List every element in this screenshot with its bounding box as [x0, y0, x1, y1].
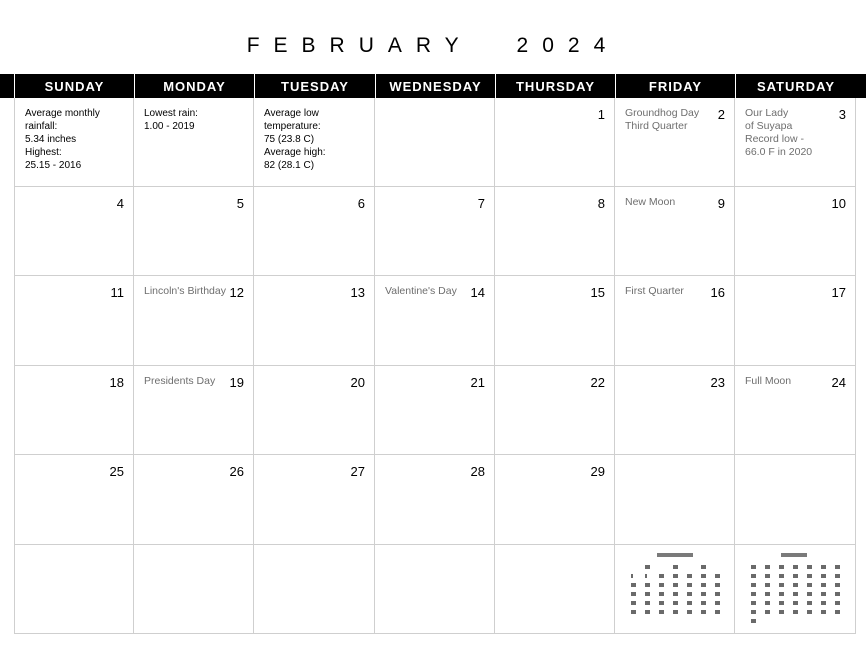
- mini-calendar-day: [765, 610, 770, 614]
- mini-calendar-day: [715, 601, 720, 605]
- mini-calendar-day: [687, 574, 692, 578]
- mini-calendar-day: [751, 601, 756, 605]
- mini-calendar-day: [793, 565, 798, 569]
- title-year: 2024: [516, 34, 620, 57]
- mini-calendar-day: [659, 592, 664, 596]
- mini-calendar-day: [687, 583, 692, 587]
- mini-calendar-day: [645, 610, 650, 614]
- day-number: 26: [229, 464, 244, 479]
- day-number: 2: [717, 107, 725, 122]
- day-number: 10: [831, 196, 846, 211]
- day-cell[interactable]: [375, 187, 495, 276]
- day-cell[interactable]: [134, 545, 254, 634]
- day-number: 27: [350, 464, 365, 479]
- mini-calendar-day: [701, 601, 706, 605]
- day-event: Full Moon: [745, 375, 792, 387]
- day-cell[interactable]: [254, 98, 375, 187]
- mini-calendar-day: [631, 610, 636, 614]
- mini-calendar-day: [673, 601, 678, 605]
- mini-calendar-day: [835, 565, 840, 569]
- day-cell[interactable]: [254, 276, 375, 366]
- mini-calendar-day: [793, 610, 798, 614]
- mini-calendar-day: [751, 592, 756, 596]
- mini-calendar-day: [701, 574, 706, 578]
- mini-calendar-day: [779, 610, 784, 614]
- mini-calendar-day: [779, 583, 784, 587]
- day-cell[interactable]: [735, 366, 856, 455]
- day-number: 12: [229, 285, 244, 300]
- day-number: 25: [109, 464, 124, 479]
- day-number: 18: [109, 375, 124, 390]
- mini-calendar-day: [765, 565, 770, 569]
- mini-calendar-day: [645, 574, 647, 578]
- mini-calendar-day: [779, 592, 784, 596]
- day-cell[interactable]: [134, 98, 254, 187]
- mini-calendar-day: [835, 601, 840, 605]
- day-number: 13: [350, 285, 365, 300]
- mini-calendar-day: [645, 565, 650, 569]
- mini-calendar-day: [687, 592, 692, 596]
- day-cell[interactable]: [254, 366, 375, 455]
- mini-calendar-day: [821, 610, 826, 614]
- day-number: 20: [350, 375, 365, 390]
- mini-calendar-day: [821, 592, 826, 596]
- day-event: Groundhog Day Third Quarter: [625, 107, 700, 132]
- mini-calendar-day: [835, 592, 840, 596]
- day-cell[interactable]: [495, 366, 615, 455]
- day-cell[interactable]: [615, 98, 735, 187]
- mini-calendar-day: [835, 583, 840, 587]
- mini-calendar-day: [779, 574, 784, 578]
- mini-calendar-day: [687, 601, 692, 605]
- day-number: 3: [838, 107, 846, 122]
- day-cell[interactable]: [134, 187, 254, 276]
- day-cell[interactable]: [495, 98, 615, 187]
- day-cell[interactable]: [254, 455, 375, 545]
- mini-calendar-day: [751, 583, 756, 587]
- mini-calendar-day: [645, 583, 650, 587]
- mini-calendar-day: [779, 565, 784, 569]
- day-number: 11: [110, 285, 124, 300]
- day-number: 21: [470, 375, 485, 390]
- mini-calendar-day: [793, 592, 798, 596]
- day-cell[interactable]: [615, 545, 735, 634]
- day-cell[interactable]: [375, 98, 495, 187]
- day-number: 15: [590, 285, 605, 300]
- mini-calendar-day: [751, 610, 756, 614]
- mini-calendar-day: [673, 592, 678, 596]
- day-cell[interactable]: [14, 455, 134, 545]
- mini-calendar-day: [807, 565, 812, 569]
- day-event: First Quarter: [625, 285, 684, 297]
- mini-calendar-day: [765, 592, 770, 596]
- day-cell[interactable]: [14, 98, 134, 187]
- day-cell[interactable]: [14, 366, 134, 455]
- mini-calendar-day: [751, 565, 756, 569]
- day-cell[interactable]: [735, 455, 856, 545]
- weekday-sunday: SUNDAY: [14, 74, 134, 98]
- weekday-friday: FRIDAY: [615, 74, 735, 98]
- mini-calendar-day: [821, 565, 826, 569]
- weekday-thursday: THURSDAY: [495, 74, 615, 98]
- day-number: 23: [710, 375, 725, 390]
- mini-calendar-day: [645, 601, 650, 605]
- mini-calendar-day: [715, 574, 720, 578]
- mini-calendar-day: [751, 619, 756, 623]
- mini-calendar-day: [673, 574, 678, 578]
- mini-calendar-day: [631, 583, 636, 587]
- mini-calendar-day: [807, 583, 812, 587]
- day-number: 1: [597, 107, 605, 122]
- day-cell[interactable]: [615, 276, 735, 366]
- mini-calendar-day: [631, 601, 636, 605]
- day-cell[interactable]: [615, 455, 735, 545]
- mini-calendar-day: [793, 574, 798, 578]
- day-cell[interactable]: [134, 276, 254, 366]
- mini-calendar-day: [821, 583, 826, 587]
- page-title: [0, 34, 866, 58]
- day-event: Presidents Day: [144, 375, 216, 387]
- weekday-wednesday: WEDNESDAY: [375, 74, 495, 98]
- day-cell[interactable]: [495, 187, 615, 276]
- mini-calendar-day: [793, 601, 798, 605]
- day-cell[interactable]: [495, 276, 615, 366]
- mini-calendar-day: [821, 574, 826, 578]
- day-cell[interactable]: [735, 545, 856, 634]
- mini-calendar-day: [835, 574, 840, 578]
- day-number: 17: [831, 285, 846, 300]
- mini-calendar-day: [659, 601, 664, 605]
- mini-calendar-day: [645, 592, 650, 596]
- day-cell[interactable]: [375, 545, 495, 634]
- mini-calendar-day: [821, 601, 826, 605]
- day-cell[interactable]: [134, 455, 254, 545]
- day-number: 4: [116, 196, 124, 211]
- day-cell[interactable]: [14, 545, 134, 634]
- day-number: 24: [831, 375, 846, 390]
- day-number: 29: [590, 464, 605, 479]
- day-number: 19: [229, 375, 244, 390]
- day-cell[interactable]: [615, 187, 735, 276]
- weekday-header: [0, 74, 866, 98]
- day-number: 22: [590, 375, 605, 390]
- mini-calendar-day: [659, 574, 664, 578]
- day-cell[interactable]: [615, 366, 735, 455]
- mini-calendar-day: [659, 583, 664, 587]
- mini-calendar-day: [631, 574, 633, 578]
- day-number: 5: [236, 196, 244, 211]
- day-number: 9: [717, 196, 725, 211]
- calendar-grid: [14, 98, 856, 634]
- day-cell[interactable]: [254, 545, 375, 634]
- mini-calendar-day: [779, 601, 784, 605]
- day-event: Lincoln's Birthday: [144, 285, 226, 297]
- day-cell[interactable]: [495, 455, 615, 545]
- mini-calendar-day: [793, 583, 798, 587]
- mini-calendar-day: [673, 565, 678, 569]
- weekday-monday: MONDAY: [134, 74, 254, 98]
- climate-note: Lowest rain: 1.00 - 2019: [144, 108, 198, 132]
- day-number: 7: [477, 196, 485, 211]
- mini-calendar-day: [751, 574, 756, 578]
- mini-calendar-day: [807, 574, 812, 578]
- day-number: 6: [357, 196, 365, 211]
- day-number: 28: [470, 464, 485, 479]
- mini-calendar-day: [807, 592, 812, 596]
- day-event: Our Lady of Suyapa Record low - 66.0 F in 2020: [745, 107, 813, 158]
- weekday-tuesday: TUESDAY: [254, 74, 375, 98]
- day-number: 14: [470, 285, 485, 300]
- day-cell[interactable]: [495, 545, 615, 634]
- mini-calendar-day: [765, 601, 770, 605]
- mini-calendar-day: [659, 610, 664, 614]
- mini-calendar-day: [807, 601, 812, 605]
- mini-calendar-day: [701, 565, 706, 569]
- mini-calendar-day: [765, 583, 770, 587]
- title-month: FEBRUARY: [246, 34, 473, 57]
- day-cell[interactable]: [735, 187, 856, 276]
- mini-calendar-day: [673, 610, 678, 614]
- next-month-mini-calendar: [749, 553, 841, 629]
- mini-calendar-title-bar: [781, 553, 807, 557]
- mini-calendar-day: [631, 592, 636, 596]
- mini-calendar-day: [835, 610, 840, 614]
- mini-calendar-day: [701, 610, 706, 614]
- day-number: 16: [710, 285, 725, 300]
- day-cell[interactable]: [375, 276, 495, 366]
- day-cell[interactable]: [375, 455, 495, 545]
- mini-calendar-day: [715, 610, 720, 614]
- day-cell[interactable]: [14, 276, 134, 366]
- mini-calendar-day: [807, 610, 812, 614]
- mini-calendar-day: [687, 610, 692, 614]
- day-cell[interactable]: [375, 366, 495, 455]
- day-cell[interactable]: [254, 187, 375, 276]
- day-event: Valentine's Day: [385, 285, 457, 297]
- day-event: New Moon: [625, 196, 676, 208]
- mini-calendar-day: [715, 592, 720, 596]
- day-cell[interactable]: [14, 187, 134, 276]
- day-cell[interactable]: [735, 98, 856, 187]
- day-number: 8: [597, 196, 605, 211]
- previous-month-mini-calendar: [629, 553, 721, 629]
- mini-calendar-day: [673, 583, 678, 587]
- mini-calendar-day: [765, 574, 770, 578]
- mini-calendar-day: [701, 583, 706, 587]
- day-cell[interactable]: [134, 366, 254, 455]
- climate-note: Average low temperature: 75 (23.8 C) Average high: 82 (28.1 C): [264, 108, 326, 171]
- day-cell[interactable]: [735, 276, 856, 366]
- mini-calendar-day: [715, 583, 720, 587]
- mini-calendar-day: [701, 592, 706, 596]
- climate-note: Average monthly rainfall: 5.34 inches Highest: 25.15 - 2016: [25, 108, 100, 171]
- mini-calendar-title-bar: [657, 553, 693, 557]
- weekday-saturday: SATURDAY: [735, 74, 856, 98]
